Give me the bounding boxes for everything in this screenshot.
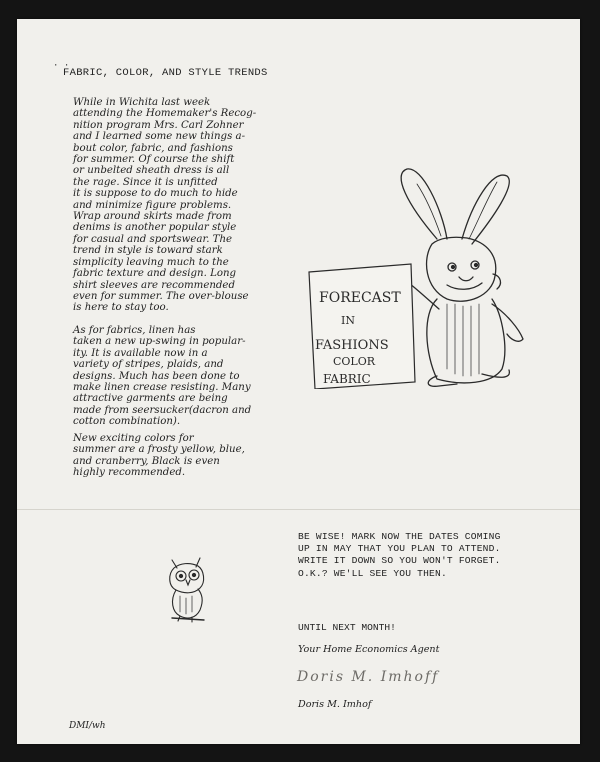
typist-initials: DMI/wh bbox=[69, 721, 106, 731]
sign-line-4: COLOR bbox=[333, 355, 376, 368]
sign-line-5: FABRIC bbox=[323, 372, 371, 386]
document-title: FABRIC, COLOR, AND STYLE TRENDS bbox=[63, 67, 268, 79]
reminder-text: BE WISE! MARK NOW THE DATES COMING UP IN MAY THAT YOU PLAN TO ATTEND. WRITE IT DOWN SO YOU WON'T FORGET. O.K.? WE'LL SEE YOU THEN. bbox=[298, 531, 501, 579]
paragraph-fashion: While in Wichita last week attending the Homemaker's Recog- nition program Mrs. Carl Zohner and I learned some new things a- bout color, fabric, and fashions for summer. Of course the shift or unbelted sheath dress is all the rage. Since it is unfitted it is suppose to do much to hide and minimize figure problems. Wrap around skirts made from denims is another popular style for casual and sportswear. The trend in style is toward stark simplicity leaving much to the fabric texture and design. Long shirt sleeves are recommended even for summer. The over-blouse is here to stay too. bbox=[73, 97, 257, 314]
closing-line: UNTIL NEXT MONTH! bbox=[298, 622, 396, 633]
letter-page bbox=[17, 19, 580, 744]
sign-line-3: FASHIONS bbox=[315, 338, 389, 353]
handwritten-signature: Doris M. Imhoff bbox=[297, 669, 440, 685]
typed-name: Doris M. Imhof bbox=[298, 699, 372, 710]
bunny-illustration bbox=[297, 164, 537, 389]
sign-line-1: FORECAST bbox=[319, 290, 401, 306]
fold-line bbox=[17, 509, 580, 510]
paragraph-colors: New exciting colors for summer are a frosty yellow, blue, and cranberry, Black is even highly recommended. bbox=[73, 433, 245, 479]
owl-illustration bbox=[162, 554, 212, 626]
margin-marks: · · bbox=[53, 61, 70, 71]
agent-line: Your Home Economics Agent bbox=[298, 644, 440, 655]
sign-line-2: IN bbox=[341, 314, 355, 327]
forecast-sign bbox=[309, 264, 415, 389]
paragraph-fabrics: As for fabrics, linen has taken a new up-swing in popular- ity. It is available now in a variety of stripes, plaids, and designs. Much has been done to make linen crease resisting. Many attractive garments are being made from seersucker(dacron and cotton combination). bbox=[73, 325, 252, 428]
